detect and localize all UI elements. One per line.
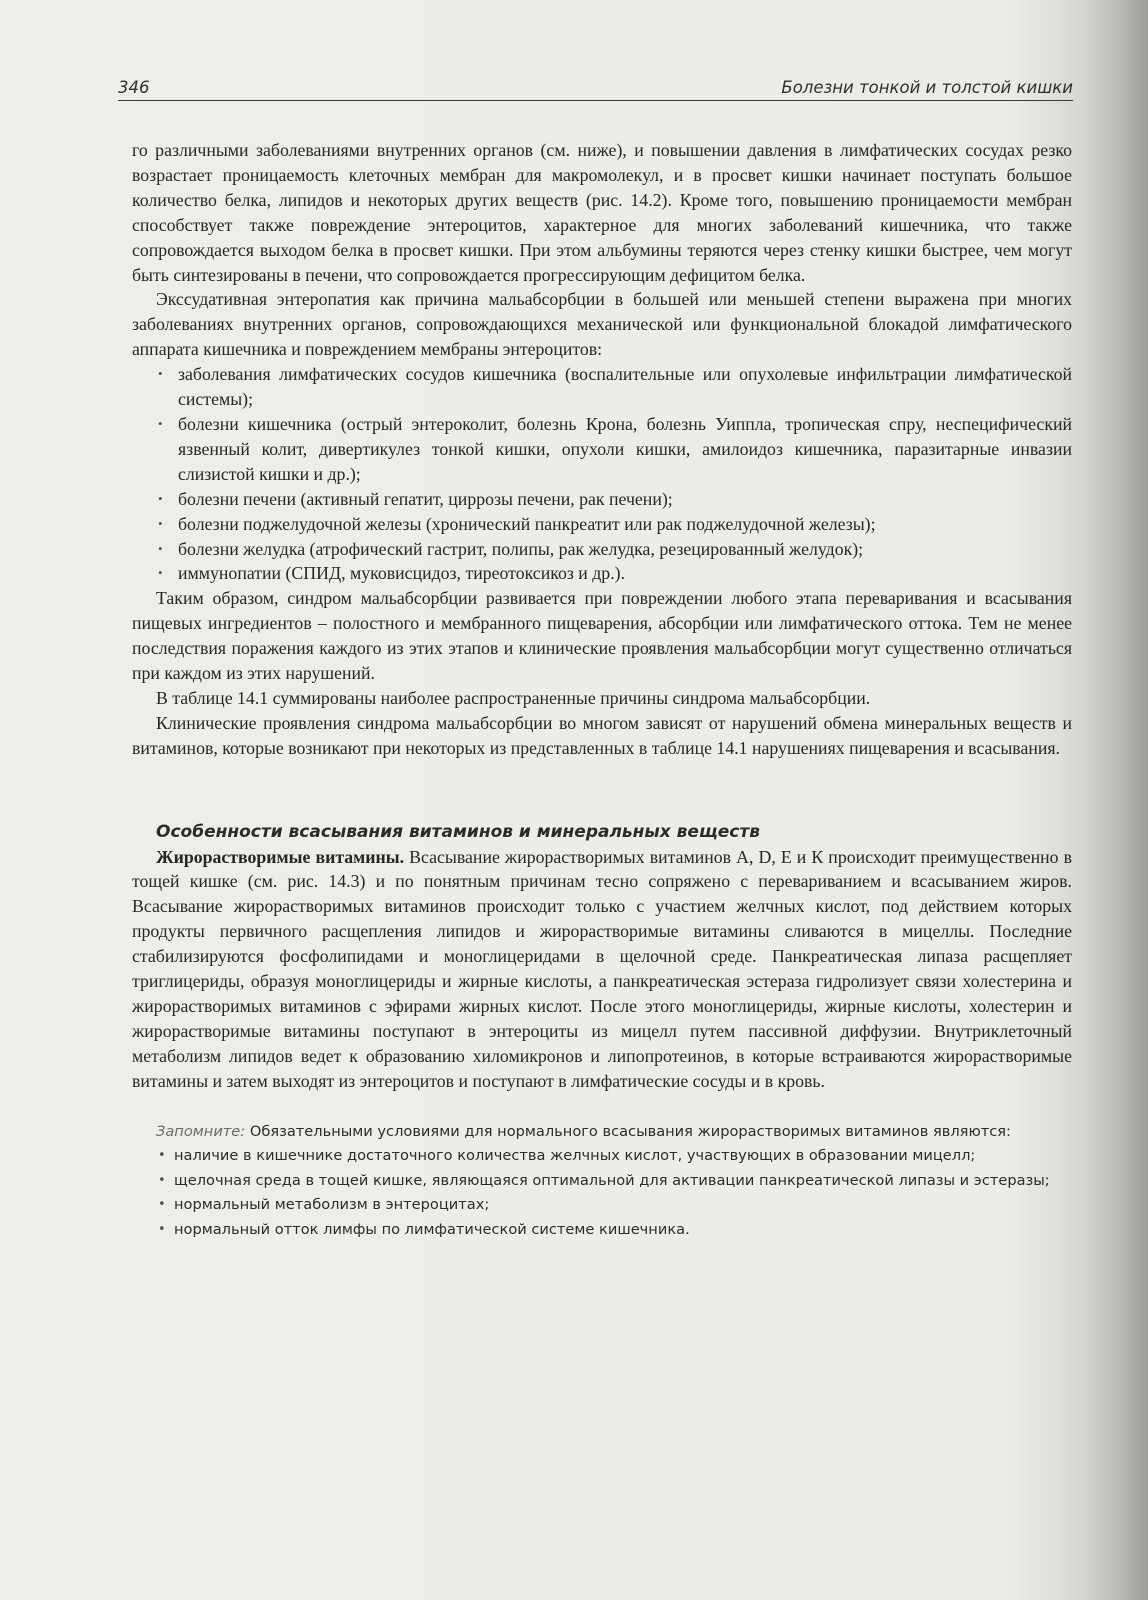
chapter-title: Болезни тонкой и толстой кишки bbox=[781, 78, 1073, 97]
paragraph-6 bbox=[132, 845, 1072, 1094]
disease-list bbox=[132, 362, 1072, 586]
paragraph-2: Экссудативная энтеропатия как причина мальабсорбции в большей или меньшей степени выражена при многих заболеваниях внутренних органов, сопровождающихся механической или функциональной блокадой лимфатического аппарата кишечника и повреждением мембраны энтероцитов: bbox=[132, 289, 1072, 360]
page-body bbox=[132, 138, 1072, 1243]
list-item: • заболевания лимфатических сосудов кишечника (воспалительные или опухолевые инфильтрации лимфатической системы); bbox=[156, 362, 1072, 412]
paragraph-1: го различными заболеваниями внутренних органов (см. ниже), и повышении давления в лимфатических сосудах резко возрастает проницаемость клеточных мембран для макромолекул, и в просвет кишки начинает поступать большое количество белка, липидов и некоторых других веществ (рис. 14.2). Кроме того, повышению проницаемости мембран способствует также повреждение энтероцитов, характерное для многих заболеваний кишечника, что также сопровождается выходом белка в просвет кишки. При этом альбумины теряются через стенку кишки быстрее, чем могут быть синтезированы в печени, что сопровождается прогрессирующим дефицитом белка. bbox=[132, 140, 1072, 285]
list-item: • болезни печени (активный гепатит, циррозы печени, рак печени); bbox=[156, 487, 1072, 512]
list-item: • нормальный метаболизм в энтероцитах; bbox=[156, 1193, 1072, 1218]
paragraph-6-text: Всасывание жирорастворимых витаминов А, D, Е и К происходит преимущественно в тощей кишке (см. рис. 14.3) и по понятным причинам тесно сопряжено с перевариванием и всасыванием жиров. Всасывание жирорастворимых витаминов происходит только с участием желчных кислот, под действием которых продукты первичного расщепления липидов и жирорастворимые витамины сливаются в мицеллы. Последние стабилизируются фосфолипидами и моноглицеридами в щелочной среде. Панкреатическая липаза расщепляет триглицериды, образуя моноглицериды и жирные кислоты, а панкреатическая эстераза гидролизует связи холестерина и жирорастворимых витаминов с эфирами жирных кислот. После этого моноглицериды, жирные кислоты, холестерин и жирорастворимые витамины поступают в энтероциты из мицелл путем пассивной диффузии. Внутриклеточный метаболизм липидов ведет к образованию хиломикронов и липопротеинов, в которые встраиваются жирорастворимые витамины и затем выходят из энтероцитов и поступают в лимфатические сосуды и в кровь. bbox=[132, 846, 1072, 1091]
list-item: • наличие в кишечнике достаточного количества желчных кислот, участвующих в образовании мицелл; bbox=[156, 1144, 1072, 1169]
remember-note bbox=[132, 1120, 1072, 1243]
paragraph-5: Клинические проявления синдрома мальабсорбции во многом зависят от нарушений обмена минеральных веществ и витаминов, которые возникают при некоторых из представленных в таблице 14.1 нарушениях пищеварения и всасывания. bbox=[132, 712, 1072, 758]
list-item: • болезни желудка (атрофический гастрит, полипы, рак желудка, резецированный желудок); bbox=[156, 537, 1072, 562]
list-item: • болезни поджелудочной железы (хронический панкреатит или рак поджелудочной железы); bbox=[156, 512, 1072, 537]
list-item: • болезни кишечника (острый энтероколит, болезнь Крона, болезнь Уиппла, тропическая спру, неспецифический язвенный колит, дивертикулез тонкой кишки, опухоли кишки, амилоидоз кишечника, паразитарные инвазии слизистой кишки и др.); bbox=[156, 412, 1072, 487]
page-number: 346 bbox=[118, 78, 150, 97]
page-spine-shadow bbox=[1078, 0, 1148, 1600]
paragraph-4: В таблице 14.1 суммированы наиболее распространенные причины синдрома мальабсорбции. bbox=[156, 687, 871, 708]
note-label: Запомните: bbox=[156, 1122, 246, 1140]
running-header bbox=[118, 76, 1073, 101]
note-intro bbox=[156, 1120, 1072, 1145]
section-heading: Особенности всасывания витаминов и минеральных веществ bbox=[156, 821, 760, 842]
paragraph-3: Таким образом, синдром мальабсорбции развивается при повреждении любого этапа переваривания и всасывания пищевых ингредиентов – полостного и мембранного пищеварения, абсорбции или лимфатического оттока. Тем не менее последствия поражения каждого из этих этапов и клинические проявления мальабсорбции могут существенно отличаться при каждом из этих нарушений. bbox=[132, 588, 1072, 684]
note-list bbox=[156, 1144, 1072, 1242]
list-item: • иммунопатии (СПИД, муковисцидоз, тиреотоксикоз и др.). bbox=[156, 561, 1072, 586]
list-item: • нормальный отток лимфы по лимфатической системе кишечника. bbox=[156, 1218, 1072, 1243]
list-item: • щелочная среда в тощей кишке, являющаяся оптимальной для активации панкреатической липазы и эстеразы; bbox=[156, 1169, 1072, 1194]
term-fat-soluble-vitamins: Жирорастворимые витамины. bbox=[156, 846, 405, 867]
note-text: Обязательными условиями для нормального всасывания жирорастворимых витаминов являются: bbox=[245, 1122, 1011, 1140]
